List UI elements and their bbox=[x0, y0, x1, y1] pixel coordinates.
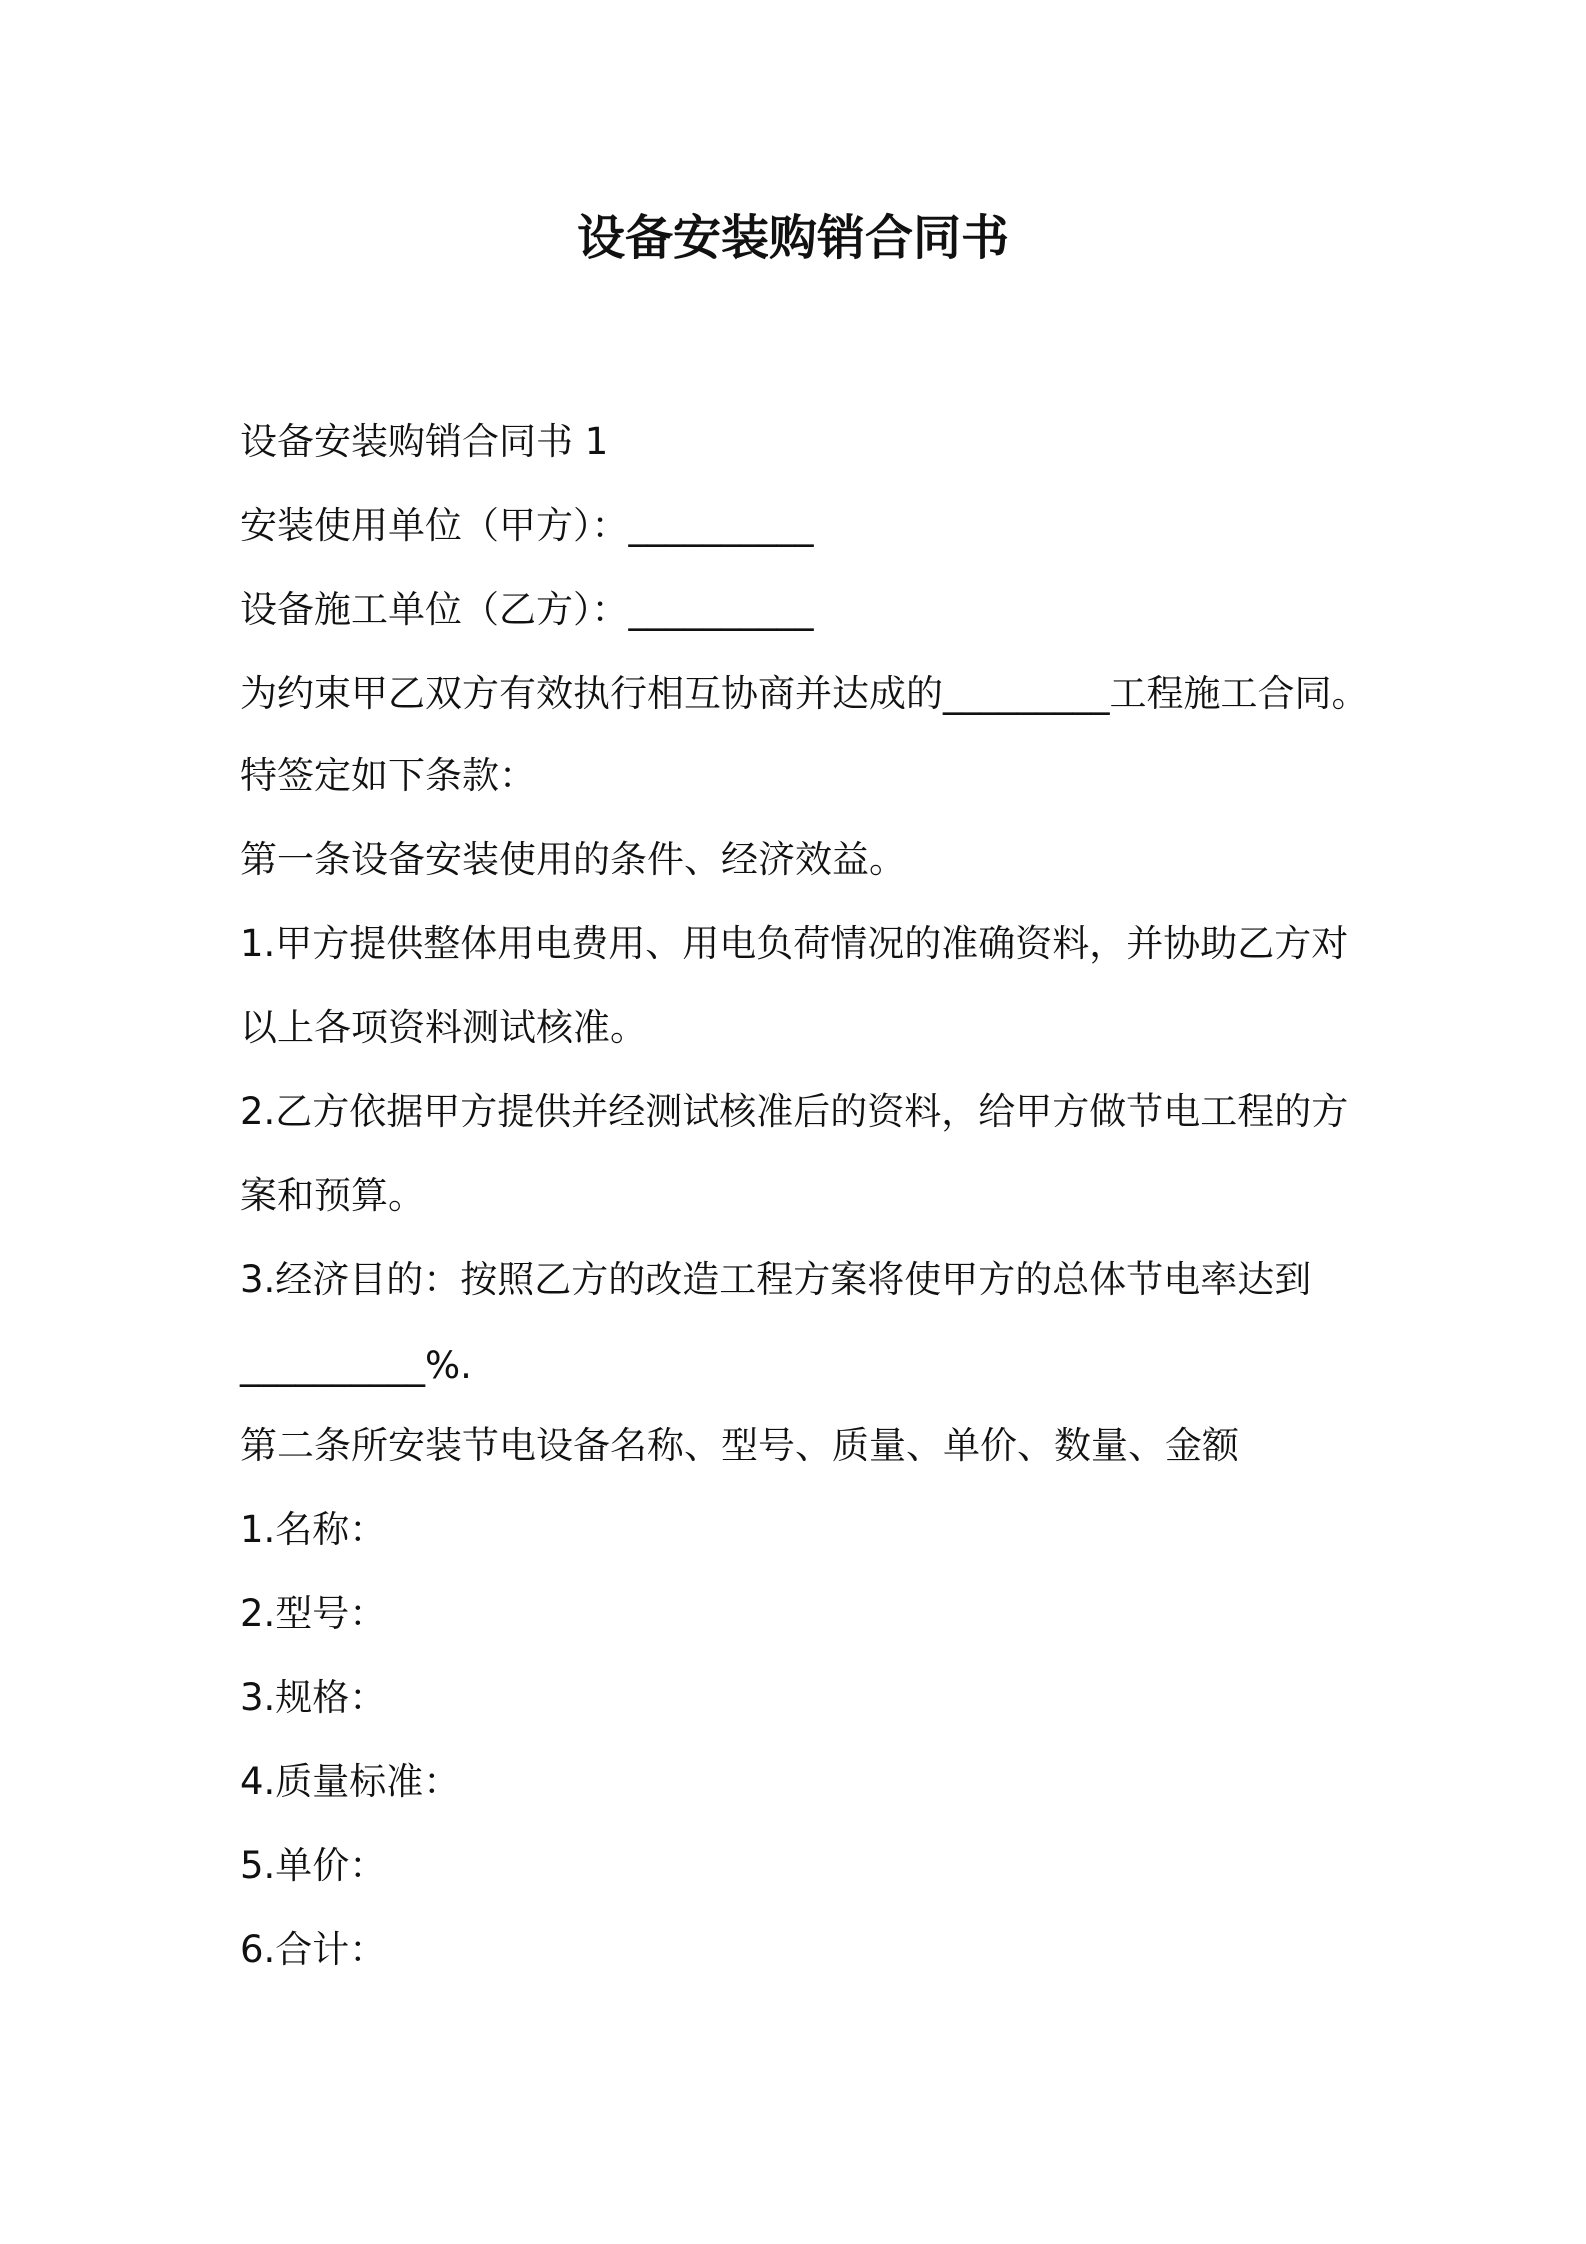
purpose-line: 为约束甲乙双方有效执行相互协商并达成的_________工程施工合同。 bbox=[240, 672, 1369, 715]
article-1-heading: 第一条设备安装使用的条件、经济效益。 bbox=[240, 838, 906, 881]
party-b-line: 设备施工单位（乙方）：__________ bbox=[240, 588, 814, 631]
clause-1-1-line-2: 以上各项资料测试核准。 bbox=[240, 1006, 647, 1049]
party-a-line: 安装使用单位（甲方）：__________ bbox=[240, 504, 814, 547]
item-price-line: 5.单价： bbox=[240, 1844, 387, 1887]
clause-1-2-line-2: 案和预算。 bbox=[240, 1174, 425, 1217]
article-2-heading: 第二条所安装节电设备名称、型号、质量、单价、数量、金额 bbox=[240, 1424, 1239, 1467]
clause-1-3-line-2: __________%. bbox=[240, 1344, 472, 1387]
item-quality-line: 4.质量标准： bbox=[240, 1760, 461, 1803]
subtitle-line: 设备安装购销合同书 1 bbox=[240, 420, 609, 463]
clause-1-1-line-1: 1.甲方提供整体用电费用、用电负荷情况的准确资料，并协助乙方对 bbox=[240, 922, 1349, 965]
item-total-line: 6.合计： bbox=[240, 1928, 387, 1971]
item-spec-line: 3.规格： bbox=[240, 1676, 387, 1719]
document-title: 设备安装购销合同书 bbox=[576, 210, 1009, 266]
item-model-line: 2.型号： bbox=[240, 1592, 387, 1635]
clause-1-3-line-1: 3.经济目的：按照乙方的改造工程方案将使甲方的总体节电率达到 bbox=[240, 1258, 1312, 1301]
item-name-line: 1.名称： bbox=[240, 1508, 387, 1551]
clause-1-2-line-1: 2.乙方依据甲方提供并经测试核准后的资料，给甲方做节电工程的方 bbox=[240, 1090, 1349, 1133]
terms-intro-line: 特签定如下条款： bbox=[240, 754, 536, 797]
